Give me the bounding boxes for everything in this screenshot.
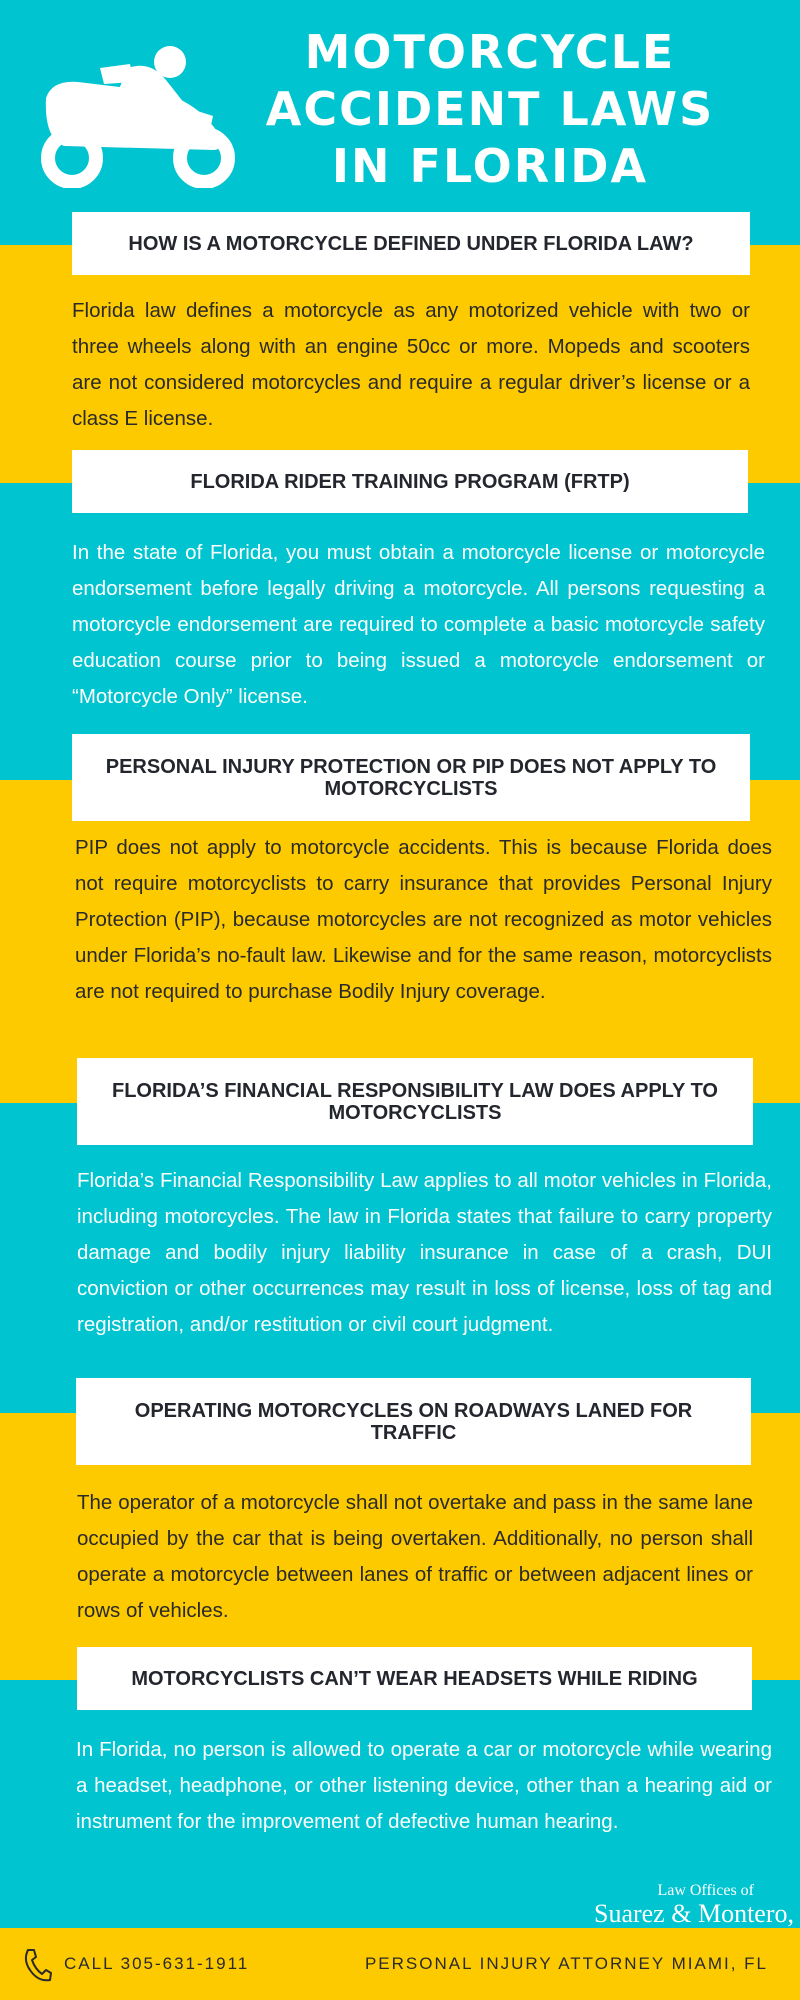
section-body-motorcycle-definition: Florida law defines a motorcycle as any motorized vehicle with two or three wheels along with an engine 50cc or more. Mopeds and scooters are not considered motorcycles and require a regular driver’s license or a class E license.	[72, 299, 750, 430]
phone-number[interactable]: CALL 305-631-1911	[64, 1954, 250, 1973]
section-heading-rider-training: FLORIDA RIDER TRAINING PROGRAM (FRTP)	[72, 450, 748, 513]
footer-tagline: PERSONAL INJURY ATTORNEY MIAMI, FL	[364, 1954, 768, 1973]
phone-icon	[22, 1948, 52, 1982]
logo-line-1: Law Offices of	[657, 1882, 754, 1899]
title-line-2: ACCIDENT LAWS	[265, 82, 715, 136]
section-heading-motorcycle-definition: HOW IS A MOTORCYCLE DEFINED UNDER FLORIDA LAW?	[72, 212, 750, 275]
motorcycle-rider-icon	[38, 38, 238, 188]
section-body-financial-responsibility: Florida’s Financial Responsibility Law applies to all motor vehicles in Florida, including motorcycles. The law in Florida states that failure to carry property damage and bodily injury liability insurance in case of a crash, DUI conviction or other occurrences may result in loss of license, loss of tag and registration, and/or restitution or civil court judgment.	[77, 1169, 772, 1336]
page-title	[240, 24, 740, 195]
section-body-headsets: In Florida, no person is allowed to operate a car or motorcycle while wearing a headset, headphone, or other listening device, other than a hearing aid or instrument for the improvement of defective human hearing.	[76, 1738, 772, 1833]
section-body-roadways: The operator of a motorcycle shall not overtake and pass in the same lane occupied by the car that is being overtaken. Additionally, no person shall operate a motorcycle between lanes of traffic or between adjacent lines or rows of vehicles.	[77, 1491, 753, 1622]
title-line-1: MOTORCYCLE	[304, 25, 676, 79]
section-heading-pip: PERSONAL INJURY PROTECTION OR PIP DOES NOT APPLY TO MOTORCYCLISTS	[72, 734, 750, 821]
section-heading-roadways: OPERATING MOTORCYCLES ON ROADWAYS LANED FOR TRAFFIC	[76, 1378, 751, 1465]
section-body-pip: PIP does not apply to motorcycle accidents. This is because Florida does not require motorcyclists to carry insurance that provides Personal Injury Protection (PIP), because motorcycles are not recognized as motor vehicles under Florida’s no-fault law. Likewise and for the same reason, motorcyclists are not required to purchase Bodily Injury coverage.	[75, 836, 772, 1003]
section-body-rider-training: In the state of Florida, you must obtain a motorcycle license or motorcycle endorsement before legally driving a motorcycle. All persons requesting a motorcycle endorsement are required to complete a basic motorcycle safety education course prior to being issued a motorcycle endorsement or “Motorcycle Only” license.	[72, 541, 765, 708]
section-heading-financial-responsibility: FLORIDA’S FINANCIAL RESPONSIBILITY LAW DOES APPLY TO MOTORCYCLISTS	[77, 1058, 753, 1145]
title-line-3: IN FLORIDA	[331, 139, 649, 193]
footer-bar	[0, 1928, 800, 2000]
section-heading-headsets: MOTORCYCLISTS CAN’T WEAR HEADSETS WHILE RIDING	[77, 1647, 752, 1710]
logo-line-2: Suarez & Montero,	[593, 1899, 794, 1928]
